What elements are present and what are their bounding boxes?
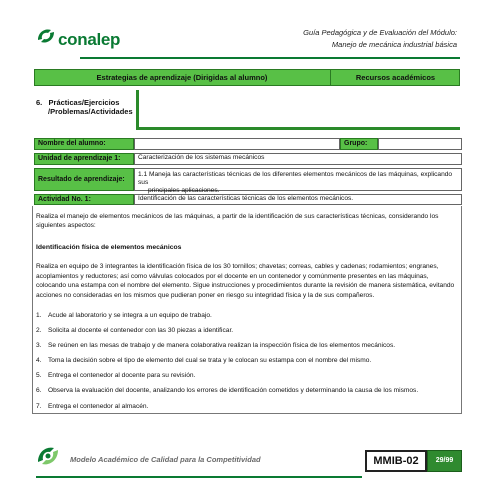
strategy-heading: Estrategias de aprendizaje (Dirigidas al alumno) bbox=[34, 69, 331, 86]
step-text: Acude al laboratorio y se integra a un equipo de trabajo. bbox=[48, 312, 212, 319]
activity-value: Identificación de las características técnicas de los elementos mecánicos. bbox=[134, 194, 462, 205]
group-label: Grupo: bbox=[340, 138, 378, 150]
result-label: Resultado de aprendizaje: bbox=[34, 168, 134, 191]
step-item bbox=[36, 403, 456, 418]
model-logo-icon bbox=[32, 440, 64, 472]
step-text: Toma la decisión sobre el tipo de elemento del cual se trata y le colocan su estampa con el nombre del mismo. bbox=[48, 357, 372, 365]
unit-value: Caracterización de los sistemas mecánicos bbox=[134, 153, 462, 165]
footer-divider bbox=[36, 476, 362, 478]
header-divider bbox=[80, 57, 460, 59]
brand-name: conalep bbox=[58, 30, 121, 49]
steps-list bbox=[36, 312, 456, 418]
practice-accent-horizontal bbox=[139, 127, 460, 130]
step-item bbox=[36, 342, 456, 357]
practice-title bbox=[36, 98, 133, 116]
step-number: 4. bbox=[36, 357, 42, 365]
student-name-label: Nombre del alumno: bbox=[34, 138, 134, 150]
intro-paragraph: Realiza el manejo de elementos mecánicos de las máquinas, a partir de la identificación de sus características técnicas, considerando los siguientes aspectos: bbox=[36, 213, 439, 229]
practice-number: 6. bbox=[36, 98, 43, 107]
step-number: 6. bbox=[36, 387, 42, 395]
conalep-logo-icon bbox=[35, 25, 57, 47]
guide-title: Guía Pedagógica y de Evaluación del Módulo: bbox=[303, 28, 457, 37]
step-text: Observa la evaluación del docente, analizando los errores de identificación cometidos y determinando la causa de los mismos. bbox=[48, 387, 419, 395]
description-paragraph: Realiza en equipo de 3 integrantes la identificación física de los 30 tornillos; chavetas; correas, cables y cadenas; rodamientos; engranes, acoplamientos y reductores; así como válvulas colocados por el docente en un contenedor y comúnmente presentes en las máquinas, colocando una estampa con el nombre del elemento. Sigue instrucciones y procedimientos durante la revisión de manera sistemática, evitando acciones no consideradas en los mismos que pudieran poner en riesgo su integridad física y la de sus compañeros. bbox=[36, 263, 455, 299]
page-number: 29/99 bbox=[427, 450, 462, 472]
model-text: Modelo Académico de Calidad para la Competitividad bbox=[70, 455, 261, 464]
section-heading: Identificación física de elementos mecánicos bbox=[36, 244, 182, 251]
step-item bbox=[36, 357, 456, 372]
step-text: Entrega el contenedor al docente para su revisión. bbox=[48, 372, 196, 380]
activity-label: Actividad No. 1: bbox=[34, 194, 134, 205]
step-number: 1. bbox=[36, 312, 42, 319]
unit-label: Unidad de aprendizaje 1: bbox=[34, 153, 134, 165]
step-number: 3. bbox=[36, 342, 42, 350]
step-text: Entrega el contenedor al almacén. bbox=[48, 402, 149, 410]
student-name-field[interactable] bbox=[134, 138, 340, 150]
practice-title-line1: Prácticas/Ejercicios bbox=[48, 98, 120, 107]
step-text: Se reúnen en las mesas de trabajo y de manera colaborativa realizan la inspección física de los elementos mecánicos. bbox=[48, 342, 396, 350]
module-title: Manejo de mecánica industrial básica bbox=[331, 40, 457, 49]
step-item bbox=[36, 372, 456, 387]
result-value-line1: 1.1 Maneja las características técnicas de los diferentes elementos mecánicos de las máquinas, explicando sus bbox=[138, 171, 453, 186]
step-item bbox=[36, 387, 456, 402]
result-value-line2: principales aplicaciones. bbox=[148, 187, 220, 194]
practice-accent-vertical bbox=[136, 90, 139, 130]
step-text: Solicita al docente el contenedor con las 30 piezas a identificar. bbox=[48, 327, 234, 335]
result-value bbox=[134, 168, 462, 194]
step-number: 7. bbox=[36, 402, 42, 410]
practice-title-line2: /Problemas/Actividades bbox=[48, 107, 133, 116]
module-code: MMIB-02 bbox=[365, 450, 427, 472]
step-number: 5. bbox=[36, 372, 42, 380]
step-number: 2. bbox=[36, 327, 42, 335]
group-field[interactable] bbox=[378, 138, 462, 150]
step-item bbox=[36, 327, 456, 342]
resources-heading: Recursos académicos bbox=[355, 73, 436, 82]
step-item bbox=[36, 312, 456, 327]
